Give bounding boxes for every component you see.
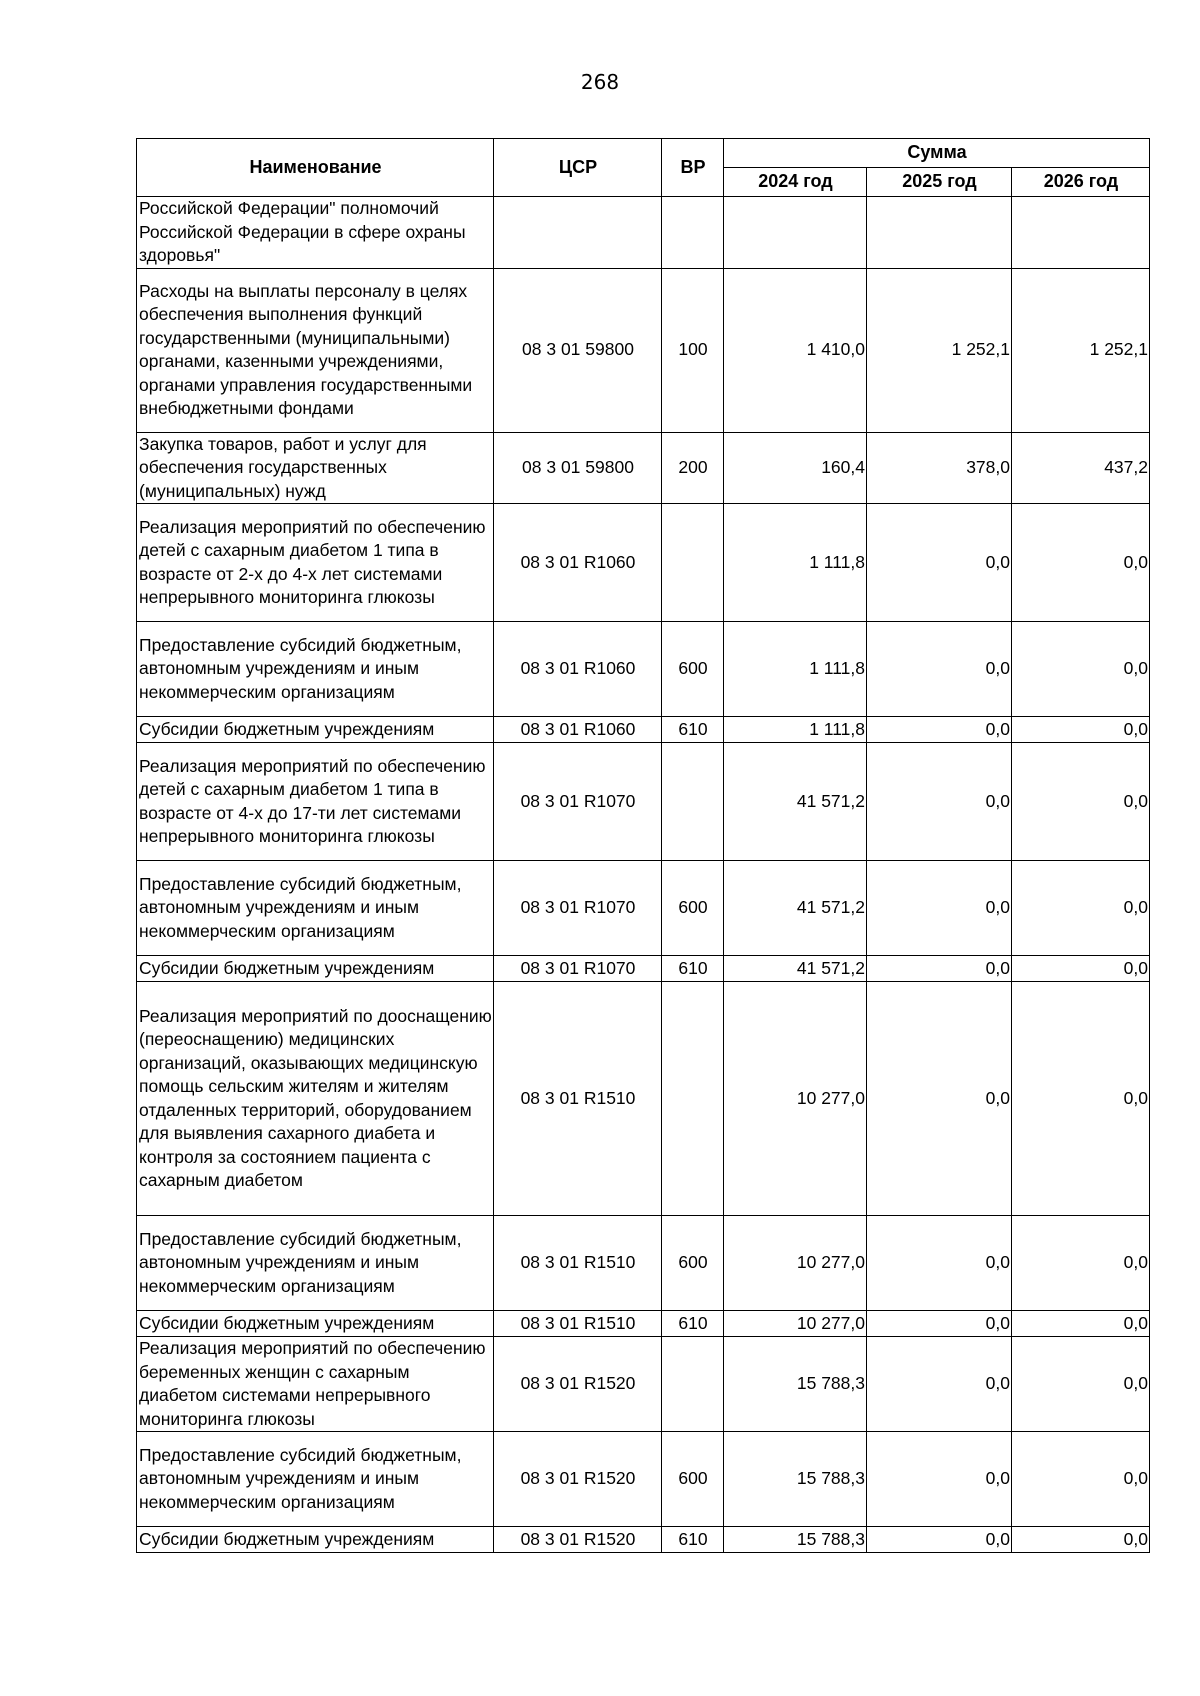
row-name: Субсидии бюджетным учреждениям — [137, 717, 494, 743]
row-2026: 0,0 — [1012, 1216, 1150, 1311]
row-2026: 437,2 — [1012, 432, 1150, 504]
row-vr: 610 — [662, 1527, 724, 1553]
row-csr: 08 3 01 R1510 — [494, 982, 662, 1216]
row-2025 — [867, 197, 1012, 269]
row-2024: 160,4 — [724, 432, 867, 504]
row-2024: 15 788,3 — [724, 1432, 867, 1527]
row-2025: 378,0 — [867, 432, 1012, 504]
row-2026: 0,0 — [1012, 717, 1150, 743]
table-body — [137, 197, 1150, 1553]
row-2026: 0,0 — [1012, 504, 1150, 622]
table-header — [137, 139, 1150, 197]
row-csr: 08 3 01 R1510 — [494, 1311, 662, 1337]
row-2025: 0,0 — [867, 956, 1012, 982]
row-2024: 1 111,8 — [724, 622, 867, 717]
row-vr: 600 — [662, 622, 724, 717]
row-name: Российской Федерации" полномочий Российской Федерации в сфере охраны здоровья" — [137, 197, 494, 269]
table-row — [137, 956, 1150, 982]
row-name: Реализация мероприятий по обеспечению детей с сахарным диабетом 1 типа в возрасте от 4-х до 17-ти лет системами непрерывного мониторинга глюкозы — [137, 743, 494, 861]
table-row — [137, 717, 1150, 743]
table-row — [137, 861, 1150, 956]
row-csr — [494, 197, 662, 269]
header-year-2026: 2026 год — [1012, 168, 1150, 197]
row-2026: 0,0 — [1012, 1432, 1150, 1527]
table-row — [137, 1216, 1150, 1311]
row-2025: 0,0 — [867, 743, 1012, 861]
row-2025: 0,0 — [867, 1216, 1012, 1311]
header-year-2024: 2024 год — [724, 168, 867, 197]
row-2024: 10 277,0 — [724, 982, 867, 1216]
row-csr: 08 3 01 R1070 — [494, 861, 662, 956]
row-csr: 08 3 01 R1510 — [494, 1216, 662, 1311]
row-name: Предоставление субсидий бюджетным, автономным учреждениям и иным некоммерческим организациям — [137, 1216, 494, 1311]
budget-table — [136, 138, 1150, 1553]
row-vr: 100 — [662, 268, 724, 432]
table-row — [137, 504, 1150, 622]
row-2026: 0,0 — [1012, 982, 1150, 1216]
row-2026: 1 252,1 — [1012, 268, 1150, 432]
table-row — [137, 1311, 1150, 1337]
row-2026: 0,0 — [1012, 1527, 1150, 1553]
row-csr: 08 3 01 R1070 — [494, 956, 662, 982]
row-vr — [662, 504, 724, 622]
row-2026: 0,0 — [1012, 1337, 1150, 1432]
row-name: Закупка товаров, работ и услуг для обеспечения государственных (муниципальных) нужд — [137, 432, 494, 504]
table-row — [137, 1432, 1150, 1527]
row-vr: 610 — [662, 956, 724, 982]
row-name: Субсидии бюджетным учреждениям — [137, 1311, 494, 1337]
table-row — [137, 1337, 1150, 1432]
row-name: Предоставление субсидий бюджетным, автономным учреждениям и иным некоммерческим организациям — [137, 861, 494, 956]
row-name: Предоставление субсидий бюджетным, автономным учреждениям и иным некоммерческим организациям — [137, 622, 494, 717]
row-2024: 41 571,2 — [724, 743, 867, 861]
row-vr — [662, 197, 724, 269]
row-name: Субсидии бюджетным учреждениям — [137, 1527, 494, 1553]
row-vr — [662, 982, 724, 1216]
row-csr: 08 3 01 R1520 — [494, 1432, 662, 1527]
row-csr: 08 3 01 R1070 — [494, 743, 662, 861]
table-row — [137, 622, 1150, 717]
row-2024: 41 571,2 — [724, 861, 867, 956]
row-vr: 600 — [662, 1216, 724, 1311]
table-row — [137, 268, 1150, 432]
row-2024: 15 788,3 — [724, 1527, 867, 1553]
row-vr: 610 — [662, 1311, 724, 1337]
row-vr — [662, 743, 724, 861]
row-2025: 0,0 — [867, 1337, 1012, 1432]
row-2024 — [724, 197, 867, 269]
row-csr: 08 3 01 59800 — [494, 432, 662, 504]
row-csr: 08 3 01 R1520 — [494, 1337, 662, 1432]
row-name: Предоставление субсидий бюджетным, автономным учреждениям и иным некоммерческим организациям — [137, 1432, 494, 1527]
table-row — [137, 1527, 1150, 1553]
row-2026: 0,0 — [1012, 622, 1150, 717]
row-2024: 1 410,0 — [724, 268, 867, 432]
row-name: Расходы на выплаты персоналу в целях обеспечения выполнения функций государственными (муниципальными) органами, казенными учреждениями, органами управления государственными внебюджетными фондами — [137, 268, 494, 432]
table-row — [137, 743, 1150, 861]
row-2024: 10 277,0 — [724, 1311, 867, 1337]
row-2025: 0,0 — [867, 861, 1012, 956]
row-2026 — [1012, 197, 1150, 269]
row-2025: 0,0 — [867, 1527, 1012, 1553]
page-number: 268 — [580, 70, 620, 94]
row-csr: 08 3 01 R1060 — [494, 504, 662, 622]
header-name: Наименование — [137, 139, 494, 197]
row-2026: 0,0 — [1012, 861, 1150, 956]
header-sum: Сумма — [724, 139, 1150, 168]
row-name: Субсидии бюджетным учреждениям — [137, 956, 494, 982]
row-2025: 0,0 — [867, 717, 1012, 743]
table-row — [137, 432, 1150, 504]
table-row — [137, 197, 1150, 269]
row-2024: 15 788,3 — [724, 1337, 867, 1432]
row-2025: 1 252,1 — [867, 268, 1012, 432]
row-2026: 0,0 — [1012, 743, 1150, 861]
row-2026: 0,0 — [1012, 956, 1150, 982]
row-2025: 0,0 — [867, 1311, 1012, 1337]
header-vr: ВР — [662, 139, 724, 197]
row-csr: 08 3 01 59800 — [494, 268, 662, 432]
row-vr: 610 — [662, 717, 724, 743]
row-csr: 08 3 01 R1060 — [494, 622, 662, 717]
table-row — [137, 982, 1150, 1216]
row-2024: 10 277,0 — [724, 1216, 867, 1311]
row-vr: 600 — [662, 1432, 724, 1527]
row-2025: 0,0 — [867, 622, 1012, 717]
row-name: Реализация мероприятий по обеспечению детей с сахарным диабетом 1 типа в возрасте от 2-х до 4-х лет системами непрерывного мониторинга глюкозы — [137, 504, 494, 622]
row-2024: 41 571,2 — [724, 956, 867, 982]
header-year-2025: 2025 год — [867, 168, 1012, 197]
row-2024: 1 111,8 — [724, 504, 867, 622]
row-name: Реализация мероприятий по обеспечению беременных женщин с сахарным диабетом системами непрерывного мониторинга глюкозы — [137, 1337, 494, 1432]
row-vr: 600 — [662, 861, 724, 956]
row-2025: 0,0 — [867, 1432, 1012, 1527]
row-vr — [662, 1337, 724, 1432]
row-2026: 0,0 — [1012, 1311, 1150, 1337]
header-csr: ЦСР — [494, 139, 662, 197]
row-csr: 08 3 01 R1520 — [494, 1527, 662, 1553]
row-2025: 0,0 — [867, 982, 1012, 1216]
row-2024: 1 111,8 — [724, 717, 867, 743]
row-2025: 0,0 — [867, 504, 1012, 622]
row-vr: 200 — [662, 432, 724, 504]
row-csr: 08 3 01 R1060 — [494, 717, 662, 743]
row-name: Реализация мероприятий по дооснащению (переоснащению) медицинских организаций, оказывающих медицинскую помощь сельским жителям и жителям отдаленных территорий, оборудованием для выявления сахарного диабета и контроля за состоянием пациента с сахарным диабетом — [137, 982, 494, 1216]
